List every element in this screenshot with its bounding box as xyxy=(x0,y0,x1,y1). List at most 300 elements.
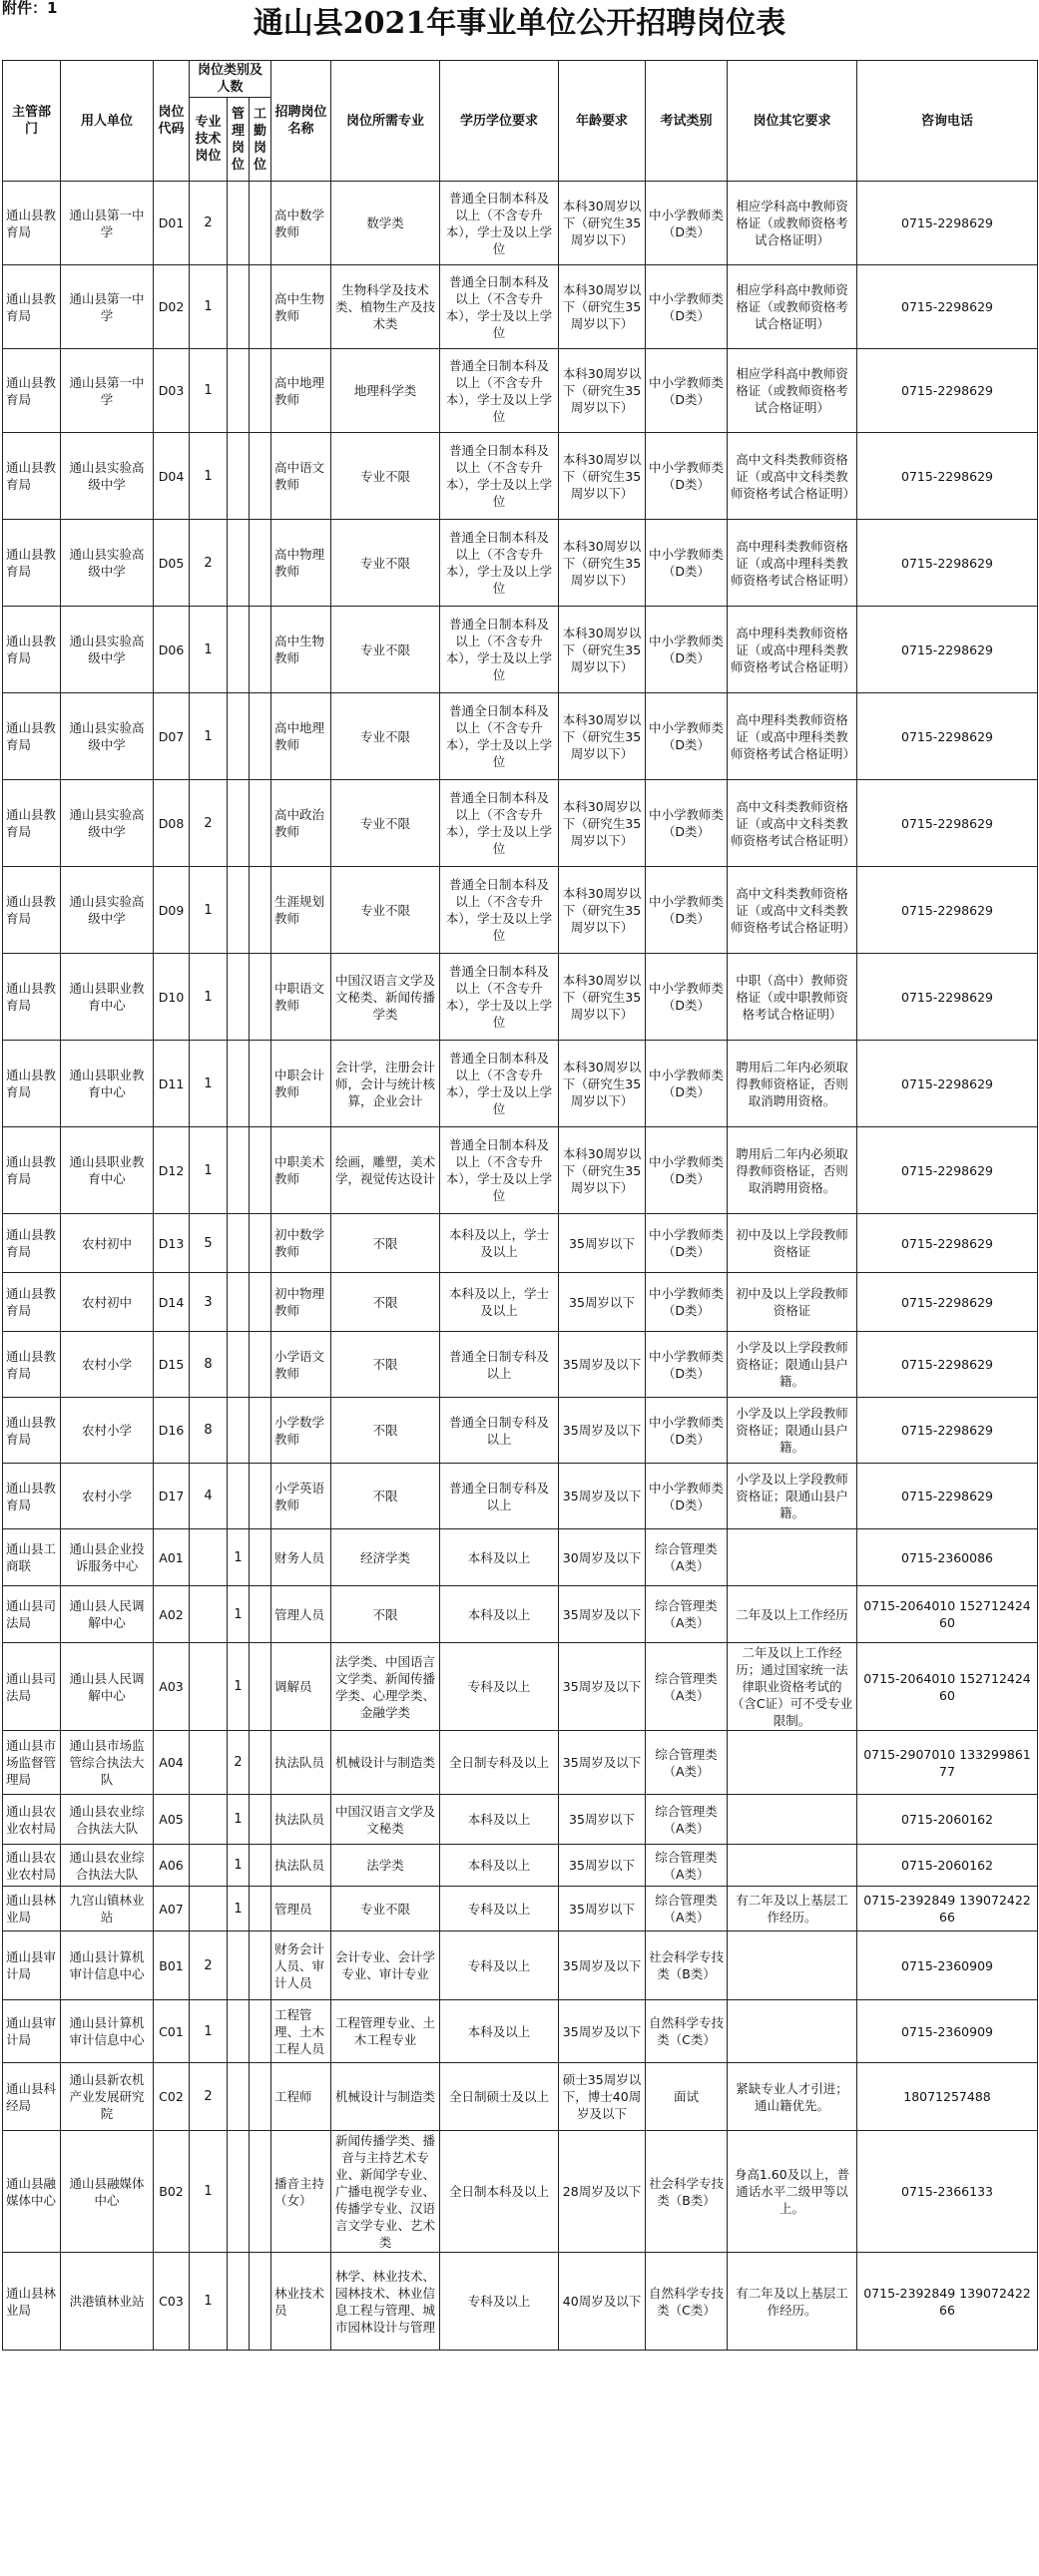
other-req-cell: 小学及以上学段教师资格证；限通山县户籍。 xyxy=(728,1332,857,1398)
code-cell: D08 xyxy=(154,780,190,867)
unit-cell: 通山县实验高级中学 xyxy=(61,607,154,693)
unit-cell: 通山县实验高级中学 xyxy=(61,780,154,867)
age-cell: 本科30周岁以下（研究生35周岁以下） xyxy=(559,433,646,520)
education-cell: 本科及以上，学士及以上 xyxy=(440,1273,559,1332)
other-req-cell: 有二年及以上基层工作经历。 xyxy=(728,1887,857,1932)
pro-count-cell: 8 xyxy=(190,1332,228,1398)
education-cell: 全日制硕士及以上 xyxy=(440,2063,559,2131)
age-cell: 35周岁及以下 xyxy=(559,2000,646,2063)
unit-cell: 通山县市场监管综合执法大队 xyxy=(61,1731,154,1795)
other-req-cell: 高中理科类教师资格证（或高中理科类教师资格考试合格证明） xyxy=(728,693,857,780)
unit-cell: 农村初中 xyxy=(61,1273,154,1332)
education-cell: 普通全日制本科及以上（不含专升本），学士及以上学位 xyxy=(440,780,559,867)
unit-cell: 通山县职业教育中心 xyxy=(61,954,154,1041)
pro-count-cell: 1 xyxy=(190,954,228,1041)
work-count-cell xyxy=(250,1041,271,1127)
code-cell: D13 xyxy=(154,1214,190,1273)
work-count-cell xyxy=(250,1643,271,1731)
exam-cell: 中小学教师类（D类） xyxy=(646,693,728,780)
age-cell: 本科30周岁以下（研究生35周岁以下） xyxy=(559,954,646,1041)
table-row xyxy=(3,2063,1038,2131)
mgmt-count-cell xyxy=(228,1932,250,2000)
work-count-cell xyxy=(250,1795,271,1845)
unit-cell: 通山县实验高级中学 xyxy=(61,433,154,520)
code-cell: D09 xyxy=(154,867,190,954)
mgmt-count-cell: 2 xyxy=(228,1731,250,1795)
major-cell: 会计专业、会计学专业、审计专业 xyxy=(331,1932,440,2000)
age-cell: 本科30周岁以下（研究生35周岁以下） xyxy=(559,182,646,265)
table-row xyxy=(3,1332,1038,1398)
work-count-cell xyxy=(250,1932,271,2000)
other-req-cell xyxy=(728,1932,857,2000)
unit-cell: 通山县实验高级中学 xyxy=(61,693,154,780)
other-req-cell xyxy=(728,1529,857,1586)
code-cell: A06 xyxy=(154,1845,190,1887)
major-cell: 生物科学及技术类、植物生产及技术类 xyxy=(331,265,440,349)
education-cell: 普通全日制本科及以上（不含专升本），学士及以上学位 xyxy=(440,520,559,607)
phone-cell: 0715-2298629 xyxy=(857,1214,1038,1273)
code-cell: A01 xyxy=(154,1529,190,1586)
major-cell: 不限 xyxy=(331,1464,440,1529)
page-title: 通山县2021年事业单位公开招聘岗位表 xyxy=(253,6,786,41)
unit-cell: 通山县新农机产业发展研究院 xyxy=(61,2063,154,2131)
education-cell: 专科及以上 xyxy=(440,2253,559,2351)
dept-cell: 通山县农业农村局 xyxy=(3,1795,61,1845)
major-cell: 法学类、中国语言文学类、新闻传播学类、心理学类、金融学类 xyxy=(331,1643,440,1731)
exam-cell: 综合管理类（A类） xyxy=(646,1586,728,1643)
major-cell: 林学、林业技术、园林技术、林业信息工程与管理、城市园林设计与管理 xyxy=(331,2253,440,2351)
mgmt-count-cell xyxy=(228,2063,250,2131)
unit-cell: 通山县第一中学 xyxy=(61,182,154,265)
dept-cell: 通山县教育局 xyxy=(3,867,61,954)
dept-cell: 通山县教育局 xyxy=(3,780,61,867)
unit-cell: 通山县实验高级中学 xyxy=(61,867,154,954)
table-row xyxy=(3,1731,1038,1795)
unit-cell: 通山县计算机审计信息中心 xyxy=(61,2000,154,2063)
header-phone: 咨询电话 xyxy=(857,61,1038,182)
other-req-cell xyxy=(728,1845,857,1887)
unit-cell: 通山县人民调解中心 xyxy=(61,1586,154,1643)
mgmt-count-cell: 1 xyxy=(228,1887,250,1932)
other-req-cell: 有二年及以上基层工作经历。 xyxy=(728,2253,857,2351)
table-header xyxy=(3,61,1038,182)
header-exam: 考试类别 xyxy=(646,61,728,182)
phone-cell: 0715-2298629 xyxy=(857,433,1038,520)
post-name-cell: 初中数学教师 xyxy=(271,1214,331,1273)
major-cell: 数学类 xyxy=(331,182,440,265)
exam-cell: 中小学教师类（D类） xyxy=(646,520,728,607)
age-cell: 35周岁及以下 xyxy=(559,1398,646,1464)
code-cell: D02 xyxy=(154,265,190,349)
phone-cell: 0715-2392849 13907242266 xyxy=(857,1887,1038,1932)
dept-cell: 通山县教育局 xyxy=(3,1214,61,1273)
major-cell: 专业不限 xyxy=(331,520,440,607)
major-cell: 不限 xyxy=(331,1273,440,1332)
dept-cell: 通山县司法局 xyxy=(3,1586,61,1643)
pro-count-cell: 1 xyxy=(190,265,228,349)
phone-cell: 0715-2298629 xyxy=(857,182,1038,265)
code-cell: D05 xyxy=(154,520,190,607)
mgmt-count-cell xyxy=(228,1214,250,1273)
other-req-cell: 高中理科类教师资格证（或高中理科类教师资格考试合格证明） xyxy=(728,520,857,607)
work-count-cell xyxy=(250,1214,271,1273)
code-cell: D17 xyxy=(154,1464,190,1529)
education-cell: 本科及以上 xyxy=(440,2000,559,2063)
dept-cell: 通山县教育局 xyxy=(3,265,61,349)
dept-cell: 通山县审计局 xyxy=(3,2000,61,2063)
age-cell: 30周岁及以下 xyxy=(559,1529,646,1586)
post-name-cell: 工程管理、土木工程人员 xyxy=(271,2000,331,2063)
age-cell: 本科30周岁以下（研究生35周岁以下） xyxy=(559,780,646,867)
work-count-cell xyxy=(250,1332,271,1398)
exam-cell: 面试 xyxy=(646,2063,728,2131)
age-cell: 35周岁及以下 xyxy=(559,1464,646,1529)
mgmt-count-cell xyxy=(228,1332,250,1398)
education-cell: 普通全日制本科及以上（不含专升本），学士及以上学位 xyxy=(440,954,559,1041)
post-name-cell: 高中语文教师 xyxy=(271,433,331,520)
phone-cell: 0715-2298629 xyxy=(857,693,1038,780)
dept-cell: 通山县林业局 xyxy=(3,1887,61,1932)
code-cell: C01 xyxy=(154,2000,190,2063)
table-row xyxy=(3,182,1038,265)
education-cell: 本科及以上 xyxy=(440,1529,559,1586)
pro-count-cell: 1 xyxy=(190,867,228,954)
table-row xyxy=(3,1795,1038,1845)
major-cell: 专业不限 xyxy=(331,867,440,954)
education-cell: 普通全日制本科及以上（不含专升本），学士及以上学位 xyxy=(440,265,559,349)
other-req-cell: 初中及以上学段教师资格证 xyxy=(728,1214,857,1273)
exam-cell: 中小学教师类（D类） xyxy=(646,954,728,1041)
work-count-cell xyxy=(250,1464,271,1529)
code-cell: A04 xyxy=(154,1731,190,1795)
header-post-category: 岗位类别及人数 xyxy=(190,61,271,98)
header-dept: 主管部门 xyxy=(3,61,61,182)
exam-cell: 中小学教师类（D类） xyxy=(646,1464,728,1529)
code-cell: A03 xyxy=(154,1643,190,1731)
education-cell: 普通全日制本科及以上（不含专升本），学士及以上学位 xyxy=(440,1041,559,1127)
age-cell: 本科30周岁以下（研究生35周岁以下） xyxy=(559,607,646,693)
post-name-cell: 小学数学教师 xyxy=(271,1398,331,1464)
code-cell: D14 xyxy=(154,1273,190,1332)
mgmt-count-cell xyxy=(228,1273,250,1332)
work-count-cell xyxy=(250,780,271,867)
table-row xyxy=(3,1214,1038,1273)
phone-cell: 0715-2298629 xyxy=(857,1464,1038,1529)
unit-cell: 通山县农业综合执法大队 xyxy=(61,1845,154,1887)
other-req-cell: 相应学科高中教师资格证（或教师资格考试合格证明） xyxy=(728,182,857,265)
phone-cell: 0715-2298629 xyxy=(857,349,1038,433)
dept-cell: 通山县教育局 xyxy=(3,1127,61,1214)
work-count-cell xyxy=(250,349,271,433)
other-req-cell: 初中及以上学段教师资格证 xyxy=(728,1273,857,1332)
other-req-cell: 中职（高中）教师资格证（或中职教师资格考试合格证明） xyxy=(728,954,857,1041)
major-cell: 中国汉语言文学及文秘类 xyxy=(331,1795,440,1845)
dept-cell: 通山县融媒体中心 xyxy=(3,2131,61,2253)
phone-cell: 0715-2064010 15271242460 xyxy=(857,1586,1038,1643)
dept-cell: 通山县教育局 xyxy=(3,520,61,607)
mgmt-count-cell xyxy=(228,349,250,433)
post-name-cell: 高中地理教师 xyxy=(271,693,331,780)
work-count-cell xyxy=(250,182,271,265)
unit-cell: 通山县计算机审计信息中心 xyxy=(61,1932,154,2000)
phone-cell: 0715-2298629 xyxy=(857,1332,1038,1398)
other-req-cell xyxy=(728,1795,857,1845)
other-req-cell: 二年及以上工作经历 xyxy=(728,1586,857,1643)
code-cell: D12 xyxy=(154,1127,190,1214)
age-cell: 35周岁以下 xyxy=(559,1273,646,1332)
table-row xyxy=(3,2131,1038,2253)
unit-cell: 农村小学 xyxy=(61,1464,154,1529)
work-count-cell xyxy=(250,433,271,520)
age-cell: 35周岁及以下 xyxy=(559,1586,646,1643)
exam-cell: 综合管理类（A类） xyxy=(646,1887,728,1932)
pro-count-cell xyxy=(190,1643,228,1731)
header-pro: 专业技术岗位 xyxy=(190,98,228,182)
age-cell: 35周岁以下 xyxy=(559,1845,646,1887)
unit-cell: 农村初中 xyxy=(61,1214,154,1273)
exam-cell: 中小学教师类（D类） xyxy=(646,1332,728,1398)
mgmt-count-cell xyxy=(228,433,250,520)
major-cell: 不限 xyxy=(331,1214,440,1273)
mgmt-count-cell: 1 xyxy=(228,1795,250,1845)
code-cell: D15 xyxy=(154,1332,190,1398)
age-cell: 35周岁以下 xyxy=(559,1795,646,1845)
age-cell: 硕士35周岁以下，博士40周岁及以下 xyxy=(559,2063,646,2131)
table-row xyxy=(3,780,1038,867)
table-row xyxy=(3,1845,1038,1887)
post-name-cell: 高中地理教师 xyxy=(271,349,331,433)
mgmt-count-cell xyxy=(228,954,250,1041)
age-cell: 本科30周岁以下（研究生35周岁以下） xyxy=(559,1041,646,1127)
major-cell: 绘画，雕塑，美术学，视觉传达设计 xyxy=(331,1127,440,1214)
dept-cell: 通山县农业农村局 xyxy=(3,1845,61,1887)
post-name-cell: 中职语文教师 xyxy=(271,954,331,1041)
exam-cell: 中小学教师类（D类） xyxy=(646,780,728,867)
major-cell: 专业不限 xyxy=(331,607,440,693)
major-cell: 地理科学类 xyxy=(331,349,440,433)
unit-cell: 通山县农业综合执法大队 xyxy=(61,1795,154,1845)
post-name-cell: 生涯规划教师 xyxy=(271,867,331,954)
pro-count-cell: 1 xyxy=(190,693,228,780)
pro-count-cell: 1 xyxy=(190,2131,228,2253)
other-req-cell: 高中文科类教师资格证（或高中文科类教师资格考试合格证明） xyxy=(728,867,857,954)
exam-cell: 中小学教师类（D类） xyxy=(646,1127,728,1214)
attachment-label: 附件：1 xyxy=(2,0,58,17)
dept-cell: 通山县市场监督管理局 xyxy=(3,1731,61,1795)
exam-cell: 中小学教师类（D类） xyxy=(646,182,728,265)
mgmt-count-cell xyxy=(228,1127,250,1214)
major-cell: 机械设计与制造类 xyxy=(331,2063,440,2131)
other-req-cell: 身高1.60及以上，普通话水平二级甲等以上。 xyxy=(728,2131,857,2253)
major-cell: 新闻传播学类、播音与主持艺术专业、新闻学专业、广播电视学专业、传播学专业、汉语言文学专业、艺术类 xyxy=(331,2131,440,2253)
work-count-cell xyxy=(250,265,271,349)
education-cell: 专科及以上 xyxy=(440,1887,559,1932)
unit-cell: 通山县融媒体中心 xyxy=(61,2131,154,2253)
pro-count-cell: 5 xyxy=(190,1214,228,1273)
post-name-cell: 中职美术教师 xyxy=(271,1127,331,1214)
post-name-cell: 管理员 xyxy=(271,1887,331,1932)
dept-cell: 通山县教育局 xyxy=(3,1398,61,1464)
phone-cell: 0715-2298629 xyxy=(857,1127,1038,1214)
post-name-cell: 财务会计人员、审计人员 xyxy=(271,1932,331,2000)
other-req-cell: 高中理科类教师资格证（或高中理科类教师资格考试合格证明） xyxy=(728,607,857,693)
post-name-cell: 高中数学教师 xyxy=(271,182,331,265)
work-count-cell xyxy=(250,1127,271,1214)
pro-count-cell: 1 xyxy=(190,607,228,693)
pro-count-cell: 2 xyxy=(190,1932,228,2000)
mgmt-count-cell xyxy=(228,1398,250,1464)
code-cell: D06 xyxy=(154,607,190,693)
exam-cell: 中小学教师类（D类） xyxy=(646,349,728,433)
exam-cell: 综合管理类（A类） xyxy=(646,1529,728,1586)
dept-cell: 通山县教育局 xyxy=(3,954,61,1041)
age-cell: 35周岁及以下 xyxy=(559,1731,646,1795)
unit-cell: 九宫山镇林业站 xyxy=(61,1887,154,1932)
exam-cell: 中小学教师类（D类） xyxy=(646,1041,728,1127)
age-cell: 本科30周岁以下（研究生35周岁以下） xyxy=(559,693,646,780)
age-cell: 35周岁以下 xyxy=(559,1887,646,1932)
pro-count-cell xyxy=(190,1731,228,1795)
header-mgmt: 管理岗位 xyxy=(228,98,250,182)
dept-cell: 通山县林业局 xyxy=(3,2253,61,2351)
age-cell: 本科30周岁以下（研究生35周岁以下） xyxy=(559,349,646,433)
unit-cell: 农村小学 xyxy=(61,1332,154,1398)
post-name-cell: 执法队员 xyxy=(271,1731,331,1795)
table-row xyxy=(3,1586,1038,1643)
pro-count-cell xyxy=(190,1529,228,1586)
major-cell: 不限 xyxy=(331,1332,440,1398)
work-count-cell xyxy=(250,954,271,1041)
pro-count-cell: 1 xyxy=(190,1127,228,1214)
work-count-cell xyxy=(250,1586,271,1643)
dept-cell: 通山县教育局 xyxy=(3,1273,61,1332)
work-count-cell xyxy=(250,1887,271,1932)
phone-cell: 0715-2298629 xyxy=(857,954,1038,1041)
major-cell: 专业不限 xyxy=(331,433,440,520)
table-row xyxy=(3,607,1038,693)
pro-count-cell: 1 xyxy=(190,2253,228,2351)
exam-cell: 中小学教师类（D类） xyxy=(646,433,728,520)
phone-cell: 0715-2064010 15271242460 xyxy=(857,1643,1038,1731)
exam-cell: 综合管理类（A类） xyxy=(646,1643,728,1731)
work-count-cell xyxy=(250,867,271,954)
exam-cell: 中小学教师类（D类） xyxy=(646,867,728,954)
dept-cell: 通山县审计局 xyxy=(3,1932,61,2000)
exam-cell: 中小学教师类（D类） xyxy=(646,1273,728,1332)
other-req-cell: 小学及以上学段教师资格证；限通山县户籍。 xyxy=(728,1464,857,1529)
education-cell: 专科及以上 xyxy=(440,1643,559,1731)
other-req-cell: 聘用后二年内必须取得教师资格证，否则取消聘用资格。 xyxy=(728,1127,857,1214)
pro-count-cell xyxy=(190,1795,228,1845)
header-education: 学历学位要求 xyxy=(440,61,559,182)
education-cell: 普通全日制本科及以上（不含专升本），学士及以上学位 xyxy=(440,1127,559,1214)
unit-cell: 通山县第一中学 xyxy=(61,349,154,433)
code-cell: D10 xyxy=(154,954,190,1041)
work-count-cell xyxy=(250,1845,271,1887)
work-count-cell xyxy=(250,2063,271,2131)
phone-cell: 0715-2298629 xyxy=(857,520,1038,607)
dept-cell: 通山县教育局 xyxy=(3,1041,61,1127)
code-cell: C02 xyxy=(154,2063,190,2131)
education-cell: 普通全日制专科及以上 xyxy=(440,1398,559,1464)
post-name-cell: 工程师 xyxy=(271,2063,331,2131)
work-count-cell xyxy=(250,2131,271,2253)
phone-cell: 0715-2060162 xyxy=(857,1845,1038,1887)
other-req-cell: 相应学科高中教师资格证（或教师资格考试合格证明） xyxy=(728,265,857,349)
phone-cell: 0715-2366133 xyxy=(857,2131,1038,2253)
dept-cell: 通山县教育局 xyxy=(3,607,61,693)
phone-cell: 0715-2298629 xyxy=(857,867,1038,954)
header-unit: 用人单位 xyxy=(61,61,154,182)
exam-cell: 中小学教师类（D类） xyxy=(646,1398,728,1464)
mgmt-count-cell xyxy=(228,607,250,693)
exam-cell: 中小学教师类（D类） xyxy=(646,1214,728,1273)
other-req-cell: 高中文科类教师资格证（或高中文科类教师资格考试合格证明） xyxy=(728,780,857,867)
mgmt-count-cell: 1 xyxy=(228,1845,250,1887)
exam-cell: 自然科学专技类（C类） xyxy=(646,2000,728,2063)
pro-count-cell: 1 xyxy=(190,349,228,433)
phone-cell: 0715-2060162 xyxy=(857,1795,1038,1845)
age-cell: 28周岁及以下 xyxy=(559,2131,646,2253)
phone-cell: 0715-2298629 xyxy=(857,265,1038,349)
table-row xyxy=(3,1643,1038,1731)
post-name-cell: 高中政治教师 xyxy=(271,780,331,867)
post-name-cell: 小学英语教师 xyxy=(271,1464,331,1529)
major-cell: 专业不限 xyxy=(331,1887,440,1932)
table-row xyxy=(3,954,1038,1041)
dept-cell: 通山县教育局 xyxy=(3,1332,61,1398)
age-cell: 本科30周岁以下（研究生35周岁以下） xyxy=(559,1127,646,1214)
age-cell: 本科30周岁以下（研究生35周岁以下） xyxy=(559,265,646,349)
pro-count-cell: 2 xyxy=(190,182,228,265)
code-cell: A07 xyxy=(154,1887,190,1932)
work-count-cell xyxy=(250,2000,271,2063)
mgmt-count-cell xyxy=(228,2000,250,2063)
table-row xyxy=(3,2000,1038,2063)
post-name-cell: 林业技术员 xyxy=(271,2253,331,2351)
other-req-cell: 高中文科类教师资格证（或高中文科类教师资格考试合格证明） xyxy=(728,433,857,520)
pro-count-cell: 1 xyxy=(190,1041,228,1127)
work-count-cell xyxy=(250,1398,271,1464)
post-name-cell: 高中物理教师 xyxy=(271,520,331,607)
code-cell: D04 xyxy=(154,433,190,520)
education-cell: 普通全日制本科及以上（不含专升本），学士及以上学位 xyxy=(440,182,559,265)
major-cell: 机械设计与制造类 xyxy=(331,1731,440,1795)
table-body xyxy=(3,182,1038,2351)
education-cell: 普通全日制本科及以上（不含专升本），学士及以上学位 xyxy=(440,693,559,780)
major-cell: 会计学，注册会计师，会计与统计核算，企业会计 xyxy=(331,1041,440,1127)
age-cell: 35周岁及以下 xyxy=(559,1643,646,1731)
table-row xyxy=(3,1887,1038,1932)
phone-cell: 0715-2298629 xyxy=(857,1398,1038,1464)
education-cell: 普通全日制本科及以上（不含专升本），学士及以上学位 xyxy=(440,607,559,693)
other-req-cell: 聘用后二年内必须取得教师资格证，否则取消聘用资格。 xyxy=(728,1041,857,1127)
unit-cell: 通山县第一中学 xyxy=(61,265,154,349)
mgmt-count-cell xyxy=(228,1041,250,1127)
code-cell: A02 xyxy=(154,1586,190,1643)
major-cell: 专业不限 xyxy=(331,693,440,780)
header-age: 年龄要求 xyxy=(559,61,646,182)
exam-cell: 社会科学专技类（B类） xyxy=(646,2131,728,2253)
exam-cell: 综合管理类（A类） xyxy=(646,1845,728,1887)
mgmt-count-cell xyxy=(228,265,250,349)
dept-cell: 通山县教育局 xyxy=(3,1464,61,1529)
exam-cell: 综合管理类（A类） xyxy=(646,1795,728,1845)
age-cell: 本科30周岁以下（研究生35周岁以下） xyxy=(559,520,646,607)
code-cell: B01 xyxy=(154,1932,190,2000)
education-cell: 普通全日制本科及以上（不含专升本），学士及以上学位 xyxy=(440,433,559,520)
age-cell: 本科30周岁以下（研究生35周岁以下） xyxy=(559,867,646,954)
